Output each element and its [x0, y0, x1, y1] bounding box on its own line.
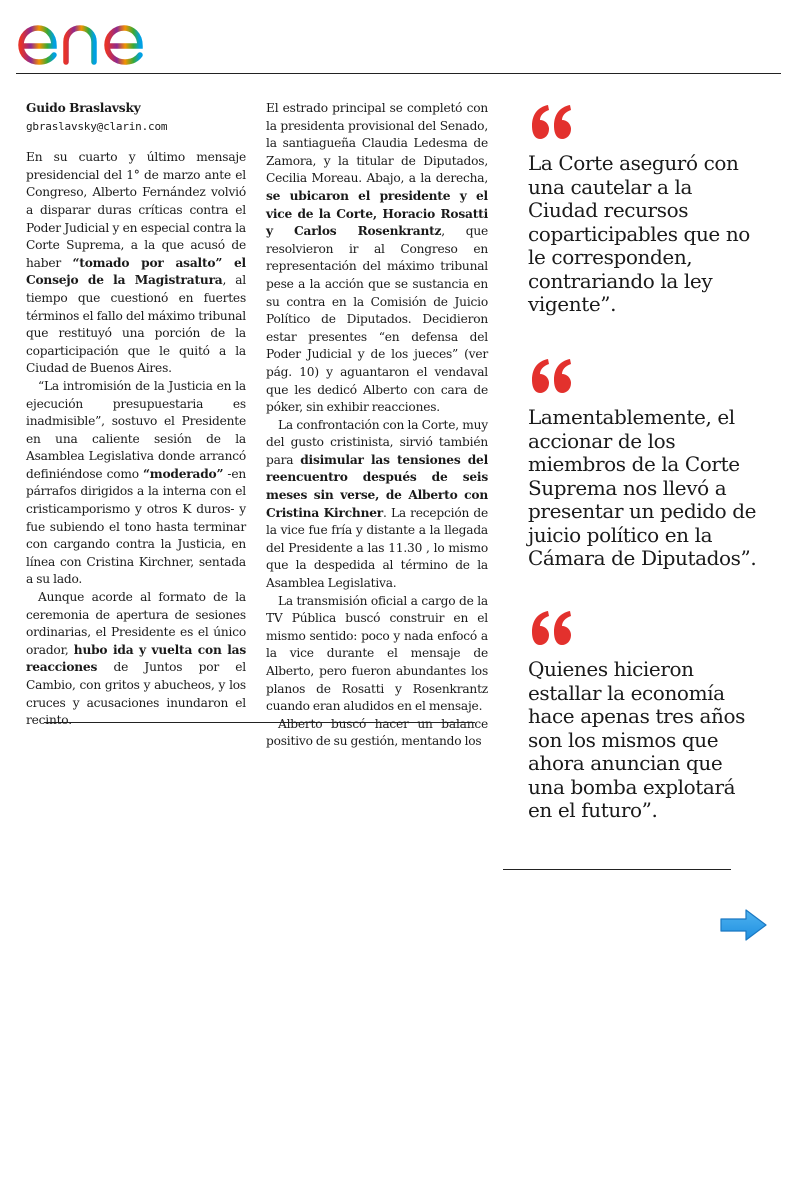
pull-quote-2 — [528, 358, 758, 571]
opening-quote-icon — [528, 358, 576, 394]
article-bottom-rule — [44, 722, 475, 723]
pull-quote-text: La Corte aseguró con una cautelar a la Ciudad recursos coparticipables que no le corresponden, contrariando la ley vigente”. — [528, 151, 750, 316]
paragraph-7: Alberto buscó hacer un balance positivo de su gestión, mentando los — [266, 716, 488, 749]
byline-email[interactable]: gbraslavsky@clarin.com — [26, 119, 168, 133]
byline-author: Guido Braslavsky — [26, 101, 141, 115]
paragraph-1: En su cuarto y último mensaje presidencial del 1° de marzo ante el Congreso, Alberto Fernández volvió a disparar duras críticas contra el Poder Judicial y en especial contra la Corte Suprema, a la que acusó de haber “tomado por asalto” el Consejo de la Magistratura, al tiempo que cuestionó en fuertes términos el fallo del máximo tribunal que restituyó una porción de la coparticipación que le quitó a la Ciudad de Buenos Aires. — [26, 150, 246, 376]
paragraph-4: El estrado principal se completó con la presidenta provisional del Senado, la santiagueña Claudia Ledesma de Zamora, y la titular de Diputados, Cecilia Moreau. Abajo, a la derecha, se ubicaron el presidente y el vice de la Corte, Horacio Rosatti y Carlos Rosenkrantz, que resolvieron ir al Congreso en representación del máximo tribunal pese a la acción que se sustancia en su contra en la Comisión de Juicio Político de Diputados. Decidieron estar presentes “en defensa del Poder Judicial y de los jueces” (ver pág. 10) y aguantaron el vendaval que les dedicó Alberto con cara de póker, sin exhibir reacciones. — [266, 101, 488, 415]
opening-quote-icon — [528, 104, 576, 140]
arrow-right-icon[interactable] — [718, 908, 768, 942]
article-column-1 — [26, 100, 246, 730]
paragraph-6: La transmisión oficial a cargo de la TV Pública buscó construir en el mismo sentido: poco y nada enfocó a la vice durante el mensaje de Alberto, pero fueron abundantes los planos de Rosatti y Rosenkrantz cuando eran aludidos en el mensaje. — [266, 593, 488, 714]
opening-quote-icon — [528, 610, 576, 646]
enel-logo — [16, 12, 176, 68]
paragraph-3: Aunque acorde al formato de la ceremonia de apertura de sesiones ordinarias, el Presidente es el único orador, hubo ida y vuelta con las reacciones de Juntos por el Cambio, con gritos y abucheos, y los cruces y acusaciones inundaron el recinto. — [26, 590, 247, 728]
pull-quote-text: Quienes hicieron estallar la economía hace apenas tres años son los mismos que ahora anuncian que una bomba explotará en el futuro”. — [528, 657, 745, 822]
pull-quote-1 — [528, 104, 758, 317]
paragraph-2: “La intromisión de la Justicia en la ejecución presupuestaria es inadmisible”, sostuvo el Presidente en una caliente sesión de la Asamblea Legislativa donde arrancó definiéndose como “moderado” -en párrafos dirigidos a la interna con el cristicamporismo y otros K duros- y fue subiendo el tono hasta terminar con cargando contra la Justicia, en línea con Cristina Kirchner, sentada a su lado. — [26, 378, 246, 587]
pull-quote-3 — [528, 610, 758, 823]
sidebar-bottom-rule — [503, 869, 731, 870]
paragraph-5: La confrontación con la Corte, muy del gusto cristinista, sirvió también para disimular las tensiones del reencuentro después de seis meses sin verse, de Alberto con Cristina Kirchner. La recepción de la vice fue fría y distante a la llegada del Presidente a las 11.30 , lo mismo que la despedida al término de la Asamblea Legislativa. — [266, 417, 488, 591]
pull-quote-text: Lamentablemente, el accionar de los miembros de la Corte Suprema nos llevó a presentar un pedido de juicio político en la Cámara de Diputados”. — [528, 405, 757, 570]
article-column-2 — [266, 100, 488, 751]
header-rule — [16, 73, 781, 74]
